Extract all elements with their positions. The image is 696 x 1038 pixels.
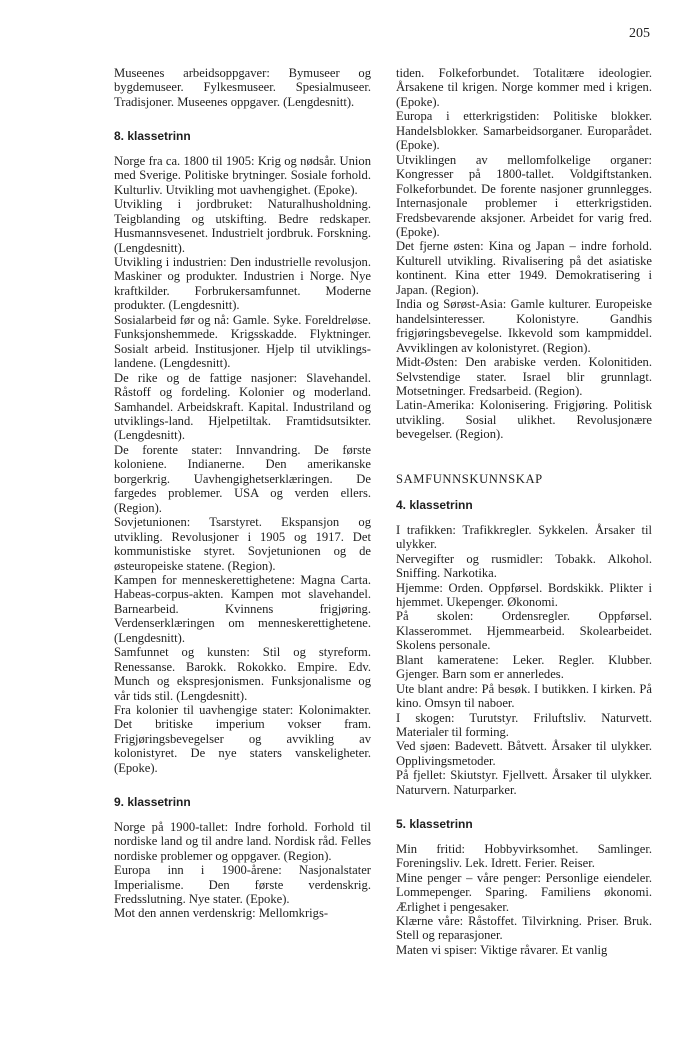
paragraph: De rike og de fattige nasjoner: Slavehandel. Råstoff og fordeling. Kolonier og moderland. Samhandel. Arbeidskraft. Kapital. Industriland og utviklings-land. Hjelpetiltak. Framtidsutsikter. (Lengdesnitt). <box>114 370 371 443</box>
paragraph: Min fritid: Hobbyvirksomhet. Samlinger. Foreningsliv. Lek. Idrett. Ferier. Reiser. <box>396 841 652 871</box>
paragraph: Mot den annen verdenskrig: Mellomkrigs- <box>114 906 329 921</box>
paragraph: Klærne våre: Råstoffet. Tilvirkning. Priser. Bruk. Stell og reparasjoner. <box>396 914 652 943</box>
paragraph: Nervegifter og rusmidler: Tobakk. Alkohol. Sniffing. Narkotika. <box>396 551 652 581</box>
paragraph: India og Sørøst-Asia: Gamle kulturer. Europeiske handelsinteresser. Kolonistyre. Gandhis frigjøringsbevegelse. Ikkevold som kampmiddel. Avviklingen av kolonistyret. (Region). <box>396 297 652 355</box>
right-column <box>396 66 652 957</box>
paragraph: Kampen for menneskerettighetene: Magna Carta. Habeas-corpus-akten. Kampen mot slavehandel. Barnearbeid. Kvinnens frigjøring. Verdenserklæringen om menneskerettighetene. (Lengdesnitt). <box>114 572 371 645</box>
paragraph: I trafikken: Trafikkregler. Sykkelen. Årsaker til ulykker. <box>396 522 652 552</box>
paragraph: I skogen: Turutstyr. Friluftsliv. Naturvett. Materialer til forming. <box>396 710 652 740</box>
paragraph: Midt-Østen: Den arabiske verden. Kolonitiden. Selvstendige stater. Israel blir grunnlagt. Motsetninger. Fredsarbeid. (Region). <box>396 355 652 398</box>
paragraph: Sosialarbeid før og nå: Gamle. Syke. Foreldreløse. Funksjonshemmede. Krigsskadde. Flyktninger. Sosialt arbeid. Institusjoner. Hjelp til utviklings-landene. (Lengdesnitt). <box>114 312 371 371</box>
page-number: 205 <box>629 26 650 41</box>
paragraph: Sovjetunionen: Tsarstyret. Ekspansjon og utvikling. Revolusjoner i 1905 og 1917. Det kommunistiske styret. Sovjetunionen og de østeuropeiske statene. (Region). <box>114 515 371 573</box>
intro-paragraph: Museenes arbeidsoppgaver: Bymuseer og bygdemuseer. Fylkesmuseer. Spesialmuseer. Tradisjoner. Museenes oppgaver. (Lengdesnitt). <box>114 66 371 109</box>
paragraph: Utvikling i industrien: Den industrielle revolusjon. Maskiner og produkter. Industrien i Norge. Nye kraftkilder. Forbrukersamfunnet. Moderne produkter. (Lengdesnitt). <box>114 254 371 313</box>
section-heading-9: 9. klassetrinn <box>114 795 191 810</box>
paragraph: Maten vi spiser: Viktige råvarer. Et vanlig <box>396 942 608 957</box>
paragraph: Norge på 1900-tallet: Indre forhold. Forhold til nordiske land og til andre land. Nordisk råd. Felles nordiske problemer og oppgaver. (Region). <box>114 819 371 863</box>
left-column <box>114 66 371 921</box>
paragraph: Ved sjøen: Badevett. Båtvett. Årsaker til ulykker. Opplivingsmetoder. <box>396 739 652 768</box>
paragraph: Det fjerne østen: Kina og Japan – indre forhold. Kulturell utvikling. Rivalisering på det asiatiske kontinent. Kina etter 1949. Demokratisering i Japan. (Region). <box>396 239 652 297</box>
paragraph: De forente stater: Innvandring. De første koloniene. Indianerne. Den amerikanske borgerkrig. Uavhengighetserklæringen. De fargedes problemer. USA og verden ellers. (Region). <box>114 442 371 515</box>
paragraph: Europa i etterkrigstiden: Politiske blokker. Handelsblokker. Samarbeidsorganer. Europarådet. (Epoke). <box>396 109 652 153</box>
paragraph: Europa inn i 1900-årene: Nasjonalstater Imperialisme. Den første verdenskrig. Fredsslutning. Nye stater. (Epoke). <box>114 863 371 907</box>
subject-title: SAMFUNNSKUNNSKAP <box>396 471 543 486</box>
section-heading-8: 8. klassetrinn <box>114 129 191 144</box>
paragraph: tiden. Folkeforbundet. Totalitære ideologier. Årsakene til krigen. Norge kommer med i krigen. (Epoke). <box>396 66 652 109</box>
paragraph: Latin-Amerika: Kolonisering. Frigjøring. Politisk utvikling. Sosial ulikhet. Revolusjonære bevegelser. (Region). <box>396 398 652 442</box>
section-heading-4: 4. klassetrinn <box>396 498 473 513</box>
paragraph: Ute blant andre: På besøk. I butikken. I kirken. På kino. Omsyn til naboer. <box>396 681 652 711</box>
paragraph: Fra kolonier til uavhengige stater: Kolonimakter. Det britiske imperium vokser fram. Frigjøringsbevegelser og avvikling av kolonistyret. De nye staters vanskeligheter. (Epoke). <box>114 703 371 775</box>
paragraph: Utvikling i jordbruket: Naturalhusholdning. Teigblanding og utskifting. Bedre redskaper. Husmannsvesenet. Industrielt jordbruk. Forskning. (Lengdesnitt). <box>114 197 371 255</box>
paragraph: Mine penger – våre penger: Personlige eiendeler. Lommepenger. Sparing. Familiens økonomi. Ærlighet i pengesaker. <box>396 870 652 914</box>
paragraph: Norge fra ca. 1800 til 1905: Krig og nødsår. Union med Sverige. Politiske brytninger. Sosiale forhold. Kulturliv. Utvikling mot uavhengighet. (Epoke). <box>114 153 371 197</box>
paragraph: Blant kameratene: Leker. Regler. Klubber. Gjenger. Barn som er annerledes. <box>396 652 652 682</box>
section-heading-5: 5. klassetrinn <box>396 817 473 832</box>
paragraph: Utviklingen av mellomfolkelige organer: Kongresser på 1800-tallet. Voldgiftstanken. Folkeforbundet. De forente nasjoner grunnlegges. Internasjonale problemer i etterkrigstiden. Fredsbevarende aksjoner. Arbeidet for varig fred. (Epoke). <box>396 152 652 239</box>
paragraph: Samfunnet og kunsten: Stil og styreform. Renessanse. Barokk. Rokokko. Empire. Edv. Munch og ekspresjonismen. Funksjonalisme og vår tids stil. (Lengdesnitt). <box>114 645 371 703</box>
paragraph: På skolen: Ordensregler. Oppførsel. Klasserommet. Hjemmearbeid. Skolearbeidet. Skolens personale. <box>396 609 652 653</box>
paragraph: Hjemme: Orden. Oppførsel. Bordskikk. Plikter i hjemmet. Ukepenger. Økonomi. <box>396 580 652 609</box>
paragraph: På fjellet: Skiutstyr. Fjellvett. Årsaker til ulykker. Naturvern. Naturparker. <box>396 768 652 797</box>
